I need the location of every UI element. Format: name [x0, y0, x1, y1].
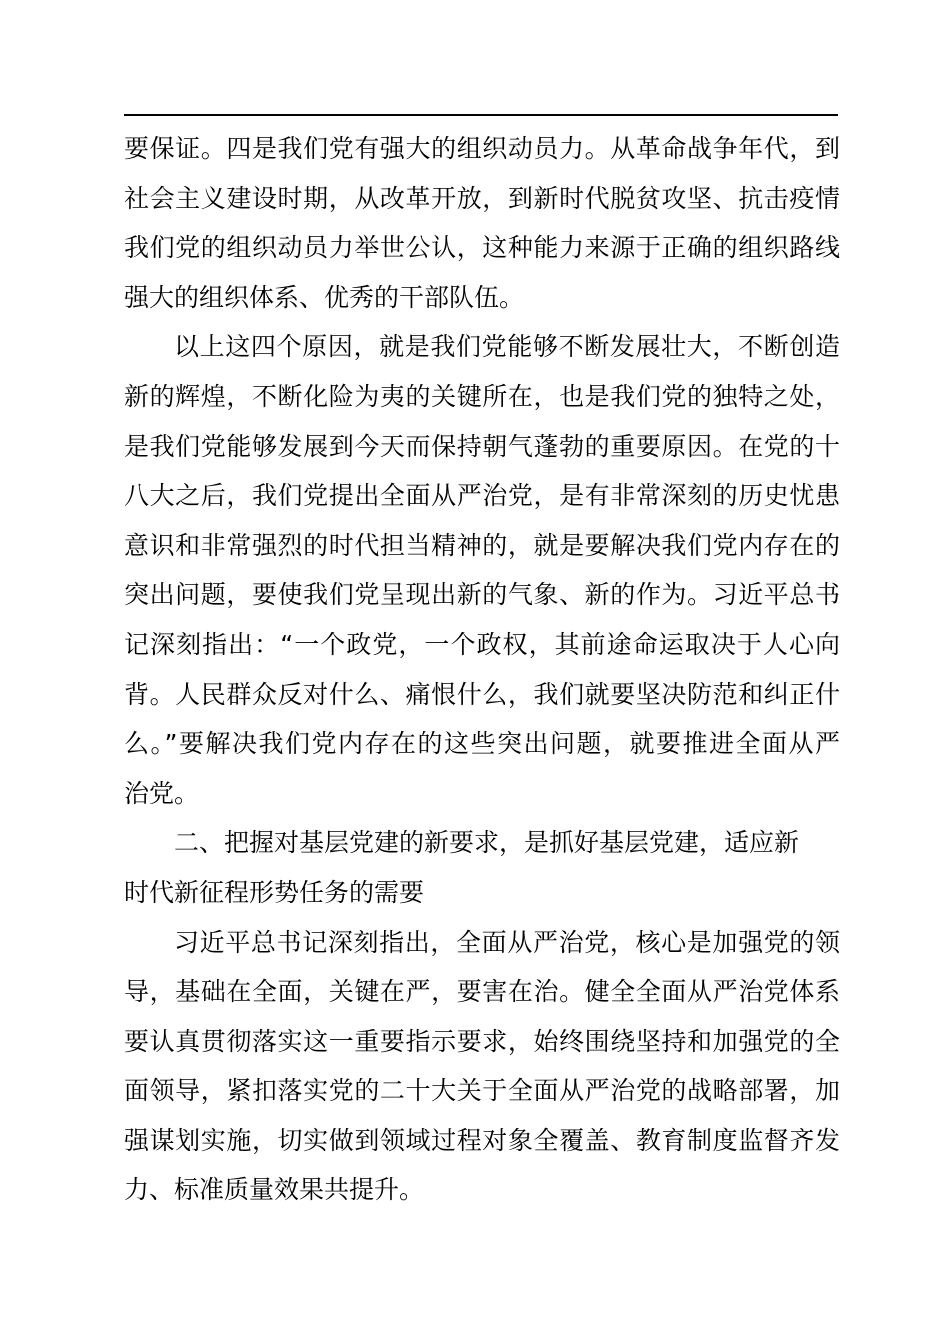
text-line: 要保证。四是我们党有强大的组织动员力。从革命战争年代，到 [124, 134, 840, 163]
section-heading-2 [124, 818, 840, 917]
text-line: 么。”要解决我们党内存在的这些突出问题，就要推进全面从严 [124, 729, 840, 759]
document-body [124, 124, 840, 1215]
text-line: 强大的组织体系、优秀的干部队伍。 [124, 282, 525, 312]
text-line: 强谋划实施，切实做到领域过程对象全覆盖、教育制度监督齐发 [124, 1125, 840, 1155]
text-line: 意识和非常强烈的时代担当精神的，就是要解决我们党内存在的 [124, 530, 840, 560]
paragraph-four-reasons [124, 322, 840, 818]
text-line: 力、标准质量效果共提升。 [124, 1175, 425, 1205]
paragraph-organization-mobilization [124, 124, 840, 322]
text-line: 我们党的组织动员力举世公认，这种能力来源于正确的组织路线 [124, 233, 840, 263]
text-line: 背。人民群众反对什么、痛恨什么，我们就要坚决防范和纠正什 [124, 679, 840, 709]
text-line: 突出问题，要使我们党呈现出新的气象、新的作为。习近平总书 [124, 580, 840, 610]
text-line: 习近平总书记深刻指出，全面从严治党，核心是加强党的领 [174, 927, 840, 957]
paragraph-strict-governance [124, 918, 840, 1216]
text-line: 八大之后，我们党提出全面从严治党，是有非常深刻的历史忧患 [124, 481, 840, 511]
text-line: 面领导，紧扣落实党的二十大关于全面从严治党的战略部署，加 [124, 1076, 840, 1106]
text-line: 要认真贯彻落实这一重要指示要求，始终围绕坚持和加强党的全 [124, 1026, 840, 1056]
text-line: 是我们党能够发展到今天而保持朝气蓬勃的重要原因。在党的十 [124, 431, 840, 461]
text-line: 新的辉煌，不断化险为夷的关键所在，也是我们党的独特之处， [124, 381, 840, 411]
text-line: 导，基础在全面，关键在严，要害在治。健全全面从严治党体系 [124, 977, 840, 1007]
heading-line: 时代新征程形势任务的需要 [124, 877, 425, 907]
text-line: 治党。 [124, 778, 200, 808]
text-line: 记深刻指出：“一个政党，一个政权，其前途命运取决于人心向 [124, 629, 840, 659]
heading-line: 二、把握对基层党建的新要求，是抓好基层党建，适应新 [174, 828, 800, 858]
header-rule [124, 114, 838, 116]
text-line: 社会主义建设时期，从改革开放，到新时代脱贫攻坚、抗击疫情 [124, 183, 840, 213]
text-line: 以上这四个原因，就是我们党能够不断发展壮大，不断创造 [174, 332, 840, 362]
